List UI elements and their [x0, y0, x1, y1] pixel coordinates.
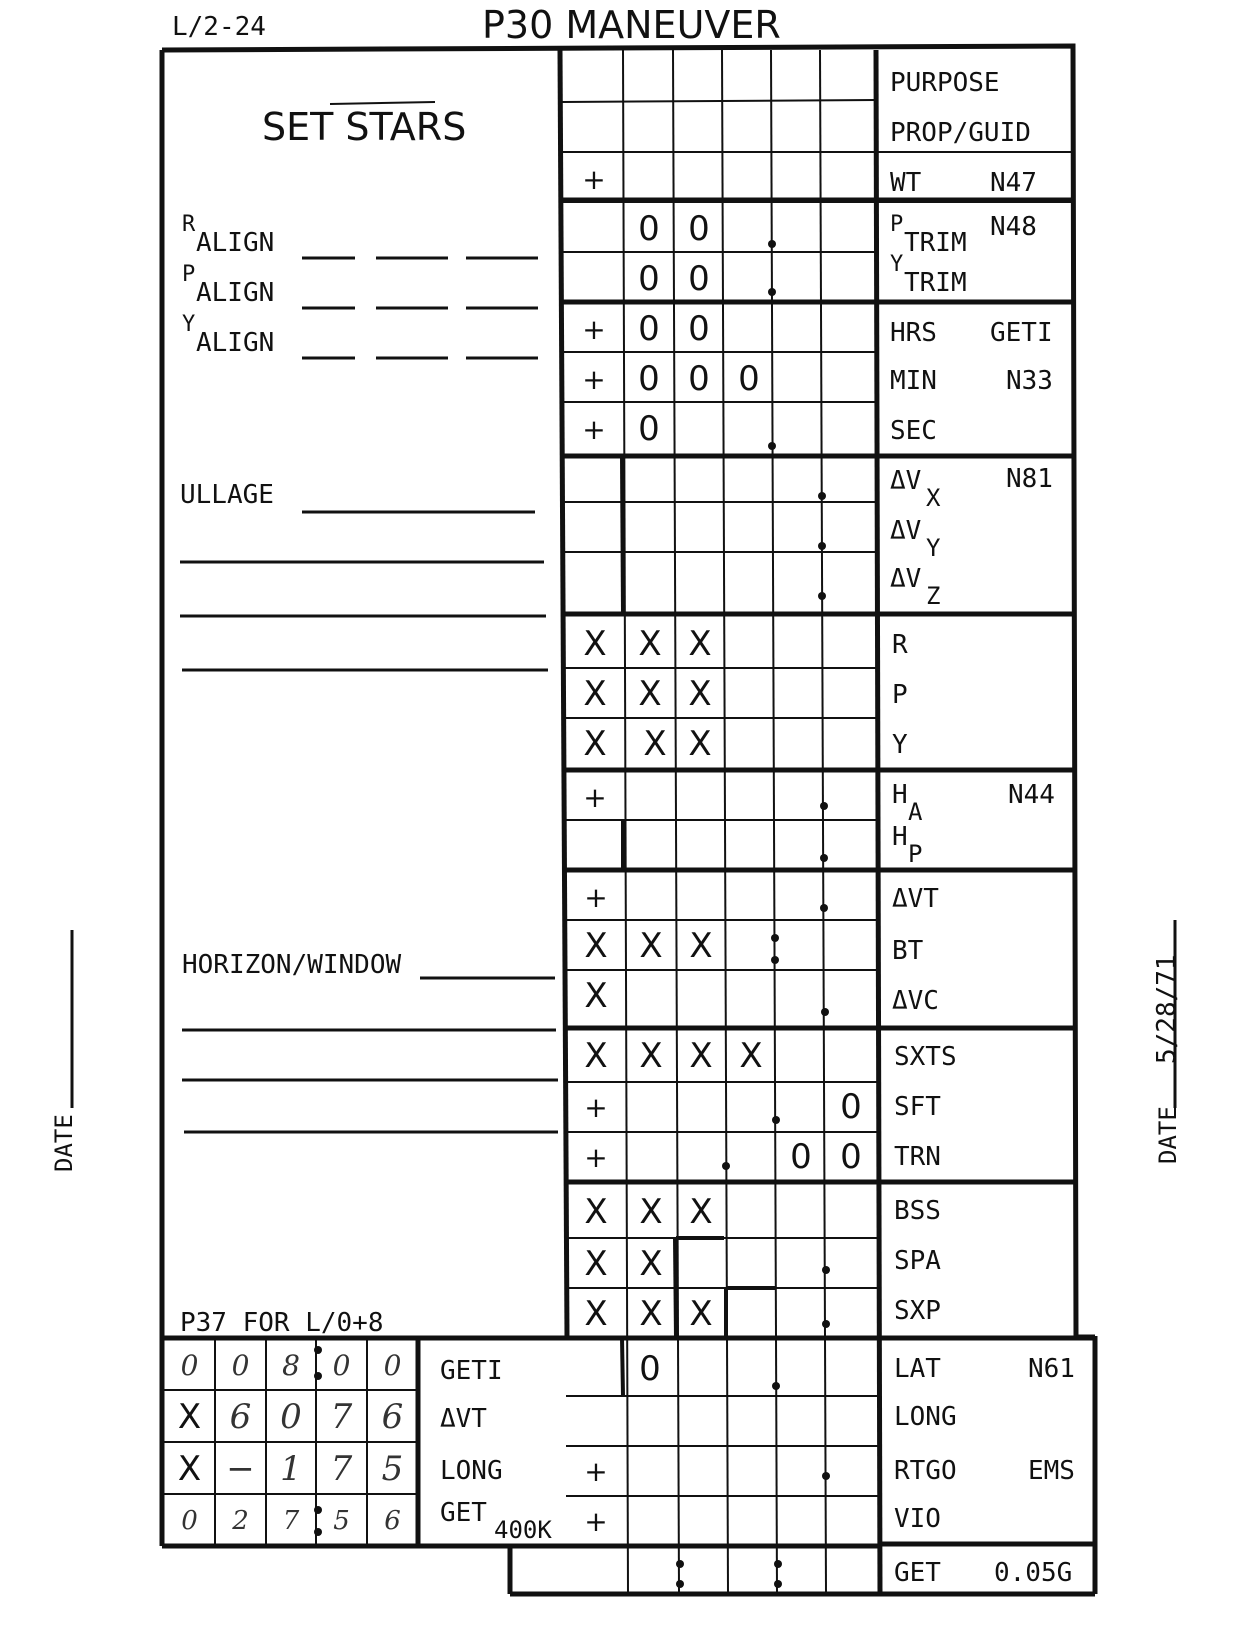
bss-label: BSS: [894, 1196, 941, 1226]
p37-r1-c1: 0: [180, 1348, 199, 1382]
p37-r1-c4: 0: [332, 1348, 351, 1382]
n61-label: N61: [1028, 1354, 1075, 1384]
sxp-x2: X: [639, 1294, 663, 1334]
sec-d1: 0: [638, 409, 660, 449]
p-align-label: ALIGN: [196, 278, 275, 308]
p37-r3-c1: X: [177, 1449, 202, 1489]
ptrim-d1: 0: [638, 209, 660, 249]
min-d3: 0: [738, 359, 760, 399]
hrs-d2: 0: [688, 309, 710, 349]
sxp-x3: X: [689, 1294, 713, 1334]
p37-long-label: LONG: [440, 1456, 503, 1486]
bt-x2: X: [639, 926, 663, 966]
long-label: LONG: [894, 1402, 957, 1432]
sxts-x3: X: [689, 1036, 713, 1076]
hrs-d1: 0: [638, 309, 660, 349]
ullage-label: ULLAGE: [180, 480, 274, 510]
hp-sub: P: [908, 840, 923, 868]
purpose-label: PURPOSE: [890, 68, 1000, 98]
get-label: GET: [894, 1558, 941, 1588]
sft-sign: +: [584, 1090, 608, 1124]
wt-sign: +: [582, 162, 606, 196]
p37-r4-c3: 7: [282, 1506, 300, 1536]
p37-r4-c2: 2: [232, 1506, 249, 1536]
ytrim-label: TRIM: [904, 268, 967, 298]
sxts-x1: X: [584, 1036, 608, 1076]
sxts-x2: X: [639, 1036, 663, 1076]
p37-get-label: GET: [440, 1498, 487, 1528]
min-d1: 0: [638, 359, 660, 399]
dvx-label: ΔV: [890, 466, 922, 496]
lat-d1: 0: [639, 1349, 661, 1389]
p37-geti-label: GETI: [440, 1356, 503, 1386]
r-align-prefix: R: [182, 212, 196, 237]
min-label: MIN: [890, 366, 937, 396]
ptrim-label: TRIM: [904, 228, 967, 258]
ha-sub: A: [908, 798, 923, 826]
bt-x3: X: [689, 926, 713, 966]
ems-label: EMS: [1028, 1456, 1075, 1486]
p37-r3-c5: 5: [381, 1449, 404, 1489]
p-x1: X: [583, 674, 607, 714]
n47-label: N47: [990, 168, 1037, 198]
dvz-label: ΔV: [890, 564, 922, 594]
p-label: P: [892, 680, 908, 710]
p37-r2-c4: 7: [330, 1397, 353, 1437]
ptrim-d2: 0: [688, 209, 710, 249]
trn-d1: 0: [790, 1137, 812, 1177]
p37-r4-c4: 5: [333, 1506, 350, 1536]
p37-r1-c2: 0: [231, 1348, 250, 1382]
ha-sign: +: [583, 780, 607, 814]
g005-label: 0.05G: [994, 1558, 1073, 1588]
sxp-x1: X: [584, 1294, 608, 1334]
date-right-label: DATE: [1154, 1106, 1182, 1164]
dvc-x1: X: [584, 976, 608, 1016]
hrs-sign: +: [582, 312, 606, 346]
hp-label: H: [892, 822, 908, 852]
sec-label: SEC: [890, 416, 937, 446]
p37-r1-c3: 8: [282, 1348, 300, 1382]
p37-r3-c4: 7: [330, 1449, 353, 1489]
dvy-sub: Y: [926, 534, 941, 562]
y-label: Y: [892, 730, 908, 760]
vio-label: VIO: [894, 1504, 941, 1534]
ptrim-prefix: P: [890, 212, 904, 237]
p-align-prefix: P: [182, 262, 196, 287]
dvt-sign: +: [584, 880, 608, 914]
sft-d1: 0: [840, 1087, 862, 1127]
date-right-value: 5/28/71: [1152, 954, 1182, 1064]
dvc-label: ΔVC: [892, 986, 939, 1016]
form-id: L/2-24: [172, 12, 266, 42]
r-align-label: ALIGN: [196, 228, 275, 258]
bss-x1: X: [584, 1192, 608, 1232]
rtgo-label: RTGO: [894, 1456, 957, 1486]
dvy-label: ΔV: [890, 516, 922, 546]
trn-d2: 0: [840, 1137, 862, 1177]
y-x3: X: [688, 724, 712, 764]
dvt-label: ΔVT: [892, 884, 939, 914]
bss-x3: X: [689, 1192, 713, 1232]
rtgo-sign: +: [584, 1454, 608, 1488]
n33-label: N33: [1006, 366, 1053, 396]
trn-sign: +: [584, 1140, 608, 1174]
p37-note: P37 FOR L/0+8: [180, 1308, 384, 1338]
n48-label: N48: [990, 212, 1037, 242]
min-d2: 0: [688, 359, 710, 399]
n81-label: N81: [1006, 464, 1053, 494]
spa-label: SPA: [894, 1246, 941, 1276]
set-stars-heading: SET STARS: [262, 105, 467, 149]
ha-label: H: [892, 780, 908, 810]
bss-x2: X: [639, 1192, 663, 1232]
p37-r2-c3: 0: [280, 1397, 302, 1437]
ytrim-d1: 0: [638, 259, 660, 299]
trn-label: TRN: [894, 1142, 941, 1172]
bt-x1: X: [584, 926, 608, 966]
sxts-label: SXTS: [894, 1042, 957, 1072]
vio-sign: +: [584, 1504, 608, 1538]
y-x2: X: [643, 724, 667, 764]
date-left-label: DATE: [50, 1114, 78, 1172]
p37-r4-c5: 6: [384, 1506, 401, 1536]
y-x1: X: [583, 724, 607, 764]
p37-r1-c5: 0: [383, 1348, 402, 1382]
wt-label: WT: [890, 168, 922, 198]
geti-label: GETI: [990, 318, 1053, 348]
p37-r2-c2: 6: [229, 1397, 252, 1437]
sxts-x4: X: [739, 1036, 763, 1076]
hrs-label: HRS: [890, 318, 937, 348]
p37-r4-c1: 0: [181, 1506, 198, 1536]
p37-r3-c3: 1: [280, 1449, 302, 1489]
p37-r2-c1: X: [177, 1397, 202, 1437]
spa-x1: X: [584, 1244, 608, 1284]
dvx-sub: X: [926, 484, 941, 512]
y-align-prefix: Y: [182, 312, 196, 337]
r-x2: X: [638, 624, 662, 664]
min-sign: +: [582, 362, 606, 396]
r-label: R: [892, 630, 908, 660]
bt-label: BT: [892, 936, 924, 966]
horizon-window-label: HORIZON/WINDOW: [182, 950, 402, 980]
p37-r3-c2: −: [226, 1449, 255, 1489]
ytrim-d2: 0: [688, 259, 710, 299]
ytrim-prefix: Y: [890, 252, 904, 277]
p-x3: X: [688, 674, 712, 714]
lat-label: LAT: [894, 1354, 941, 1384]
r-x3: X: [688, 624, 712, 664]
y-align-label: ALIGN: [196, 328, 275, 358]
p-x2: X: [638, 674, 662, 714]
sec-sign: +: [582, 412, 606, 446]
p37-r2-c5: 6: [381, 1397, 404, 1437]
spa-x2: X: [639, 1244, 663, 1284]
sft-label: SFT: [894, 1092, 941, 1122]
dvz-sub: Z: [926, 582, 941, 610]
r-x1: X: [583, 624, 607, 664]
n44-label: N44: [1008, 780, 1055, 810]
sxp-label: SXP: [894, 1296, 941, 1326]
prop-guid-label: PROP/GUID: [890, 118, 1031, 148]
p37-400k-label: 400K: [494, 1516, 552, 1544]
p37-dvt-label: ΔVT: [440, 1404, 487, 1434]
page-title: P30 MANEUVER: [482, 3, 781, 47]
